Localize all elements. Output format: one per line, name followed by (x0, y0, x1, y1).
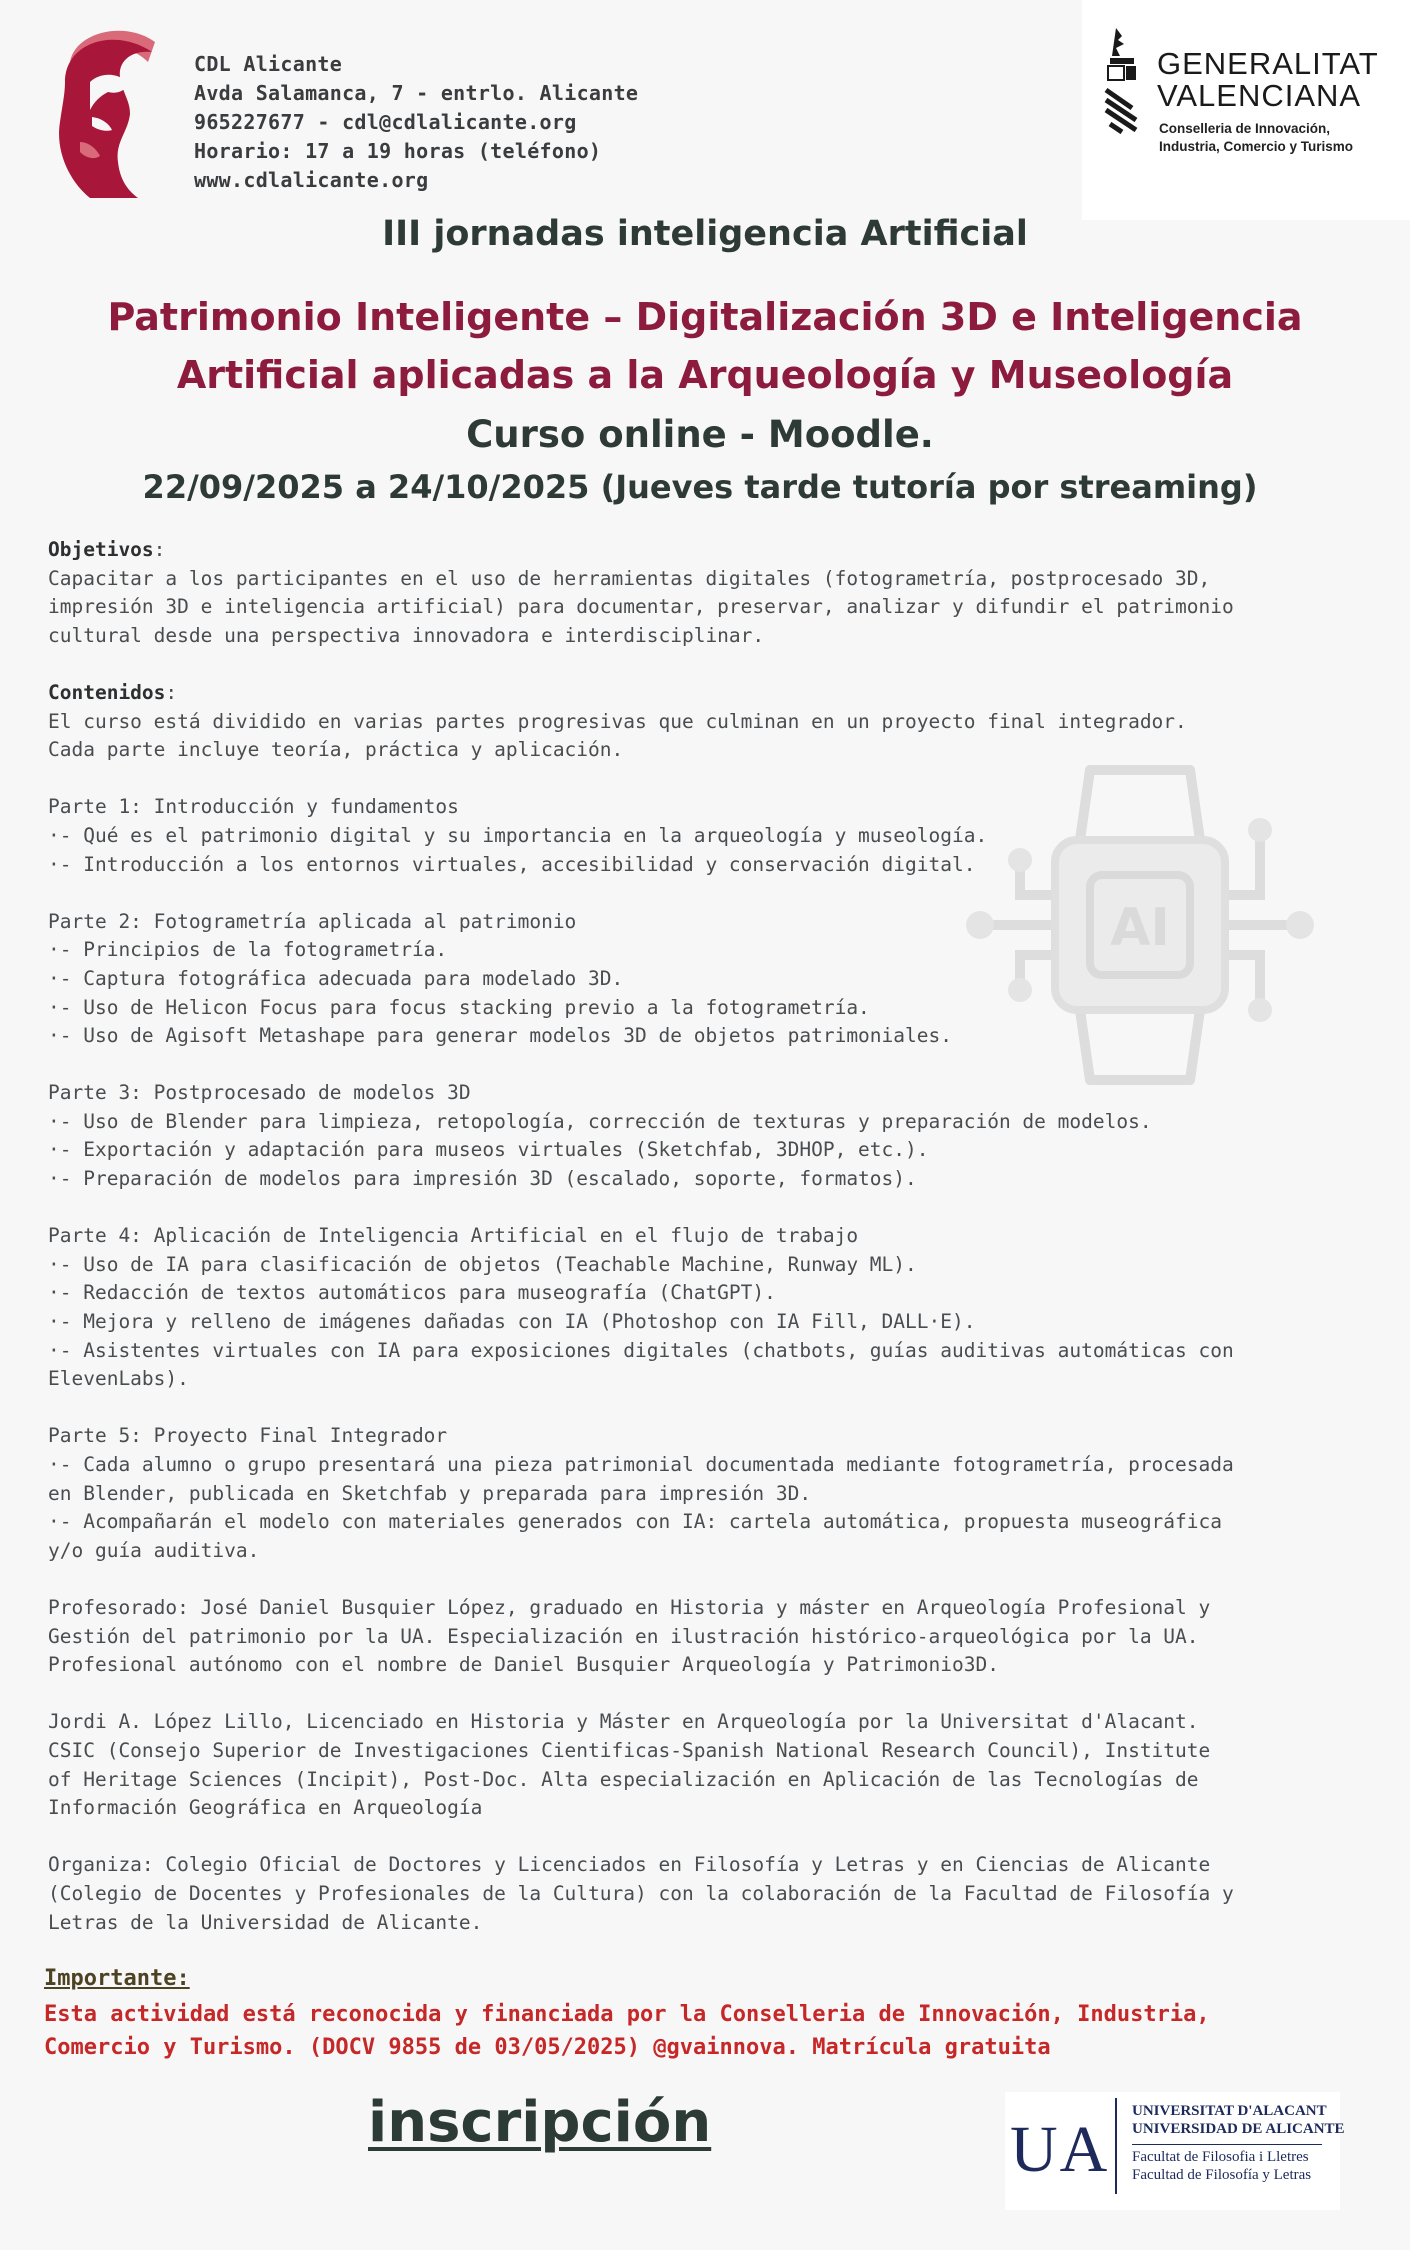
ua-name-line: UNIVERSITAT D'ALACANT (1132, 2103, 1327, 2119)
profesor-2-line: Información Geográfica en Arqueología (48, 1796, 483, 1820)
parte-line: en Blender, publicada en Sketchfab y preparada para impresión 3D. (48, 1481, 812, 1505)
parte-4-section (48, 1222, 1368, 1394)
ua-logo-divider (1115, 2098, 1117, 2194)
importante-line: Comercio y Turismo. (DOCV 9855 de 03/05/2025) @gvainnova. Matrícula gratuita (44, 2035, 1051, 2060)
parte-line: ElevenLabs). (48, 1367, 189, 1391)
org-name: CDL Alicante (194, 52, 343, 76)
svg-text:AI: AI (1110, 898, 1170, 958)
course-body (48, 536, 1368, 1966)
parte-line: ·- Exportación y adaptación para museos virtuales (Sketchfab, 3DHOP, etc.). (48, 1138, 929, 1162)
ua-faculty-name (1132, 2148, 1311, 2184)
ua-university-name (1132, 2102, 1345, 2138)
organiza-line: Letras de la Universidad de Alicante. (48, 1910, 483, 1934)
profesor-2-line: CSIC (Consejo Superior de Investigaciones Cientificas-Spanish National Research Council), Institute (48, 1738, 1211, 1762)
parte-line: ·- Qué es el patrimonio digital y su importancia en la arqueología y museología. (48, 823, 988, 847)
gv-title-line-1: GENERALITAT (1157, 46, 1379, 81)
org-website[interactable]: www.cdlalicante.org (194, 168, 429, 192)
generalitat-title (1157, 48, 1379, 112)
org-hours: Horario: 17 a 19 horas (teléfono) (194, 139, 602, 163)
ua-fac-line: Facultat de Filosofia i Lletres (1132, 2149, 1309, 2165)
org-contact-info (194, 50, 638, 195)
gv-sub-line-1: Conselleria de Innovación, (1159, 121, 1331, 136)
objetivos-line: Capacitar a los participantes en el uso de herramientas digitales (fotogrametría, postprocesado 3D, (48, 566, 1211, 590)
contenidos-line: El curso está dividido en varias partes progresivas que culminan en un proyecto final integrador. (48, 709, 1187, 733)
parte-2-section (48, 908, 1368, 1051)
parte-5-section (48, 1422, 1368, 1565)
objetivos-line: cultural desde una perspectiva innovadora e interdisciplinar. (48, 623, 765, 647)
profesorado-line: Gestión del patrimonio por la UA. Especialización en ilustración histórico-arqueológica por la UA. (48, 1624, 1199, 1648)
parte-line: ·- Cada alumno o grupo presentará una pieza patrimonial documentada mediante fotogrametría, procesada (48, 1453, 1234, 1476)
profesor-2-line: of Heritage Sciences (Incipit), Post-Doc. Alta especialización en Aplicación de las Tecnologías de (48, 1767, 1199, 1791)
profesorado-line: Profesional autónomo con el nombre de Daniel Busquier Arqueología y Patrimonio3D. (48, 1653, 999, 1677)
generalitat-subtitle (1159, 120, 1353, 156)
parte-line: ·- Introducción a los entornos virtuales, accesibilidad y conservación digital. (48, 852, 976, 876)
course-title-line-1: Patrimonio Inteligente – Digitalización 3D e Inteligencia (107, 295, 1303, 339)
gv-title-line-2: VALENCIANA (1157, 78, 1362, 113)
parte-line: ·- Mejora y relleno de imágenes dañadas con IA (Photoshop con IA Fill, DALL·E). (48, 1310, 976, 1334)
parte-line: ·- Principios de la fotogrametría. (48, 938, 448, 962)
contenidos-label: Contenidos (48, 680, 166, 704)
parte-line: ·- Uso de Blender para limpieza, retopología, corrección de texturas y preparación de modelos. (48, 1109, 1152, 1133)
parte-line: ·- Captura fotográfica adecuada para modelado 3D. (48, 966, 624, 990)
ua-faculty-rule (1132, 2144, 1322, 2145)
ua-logo-letters: UA (1010, 2113, 1110, 2186)
cdl-helmet-logo-icon (30, 22, 170, 202)
parte-line: Parte 2: Fotogrametría aplicada al patrimonio (48, 909, 577, 933)
parte-line: ·- Acompañarán el modelo con materiales generados con IA: cartela automática, propuesta museográfica (48, 1510, 1222, 1534)
contenidos-line: Cada parte incluye teoría, práctica y aplicación. (48, 738, 624, 762)
parte-line: ·- Uso de Agisoft Metashape para generar modelos 3D de objetos patrimoniales. (48, 1024, 952, 1048)
generalitat-emblem-icon (1102, 26, 1152, 138)
parte-line: y/o guía auditiva. (48, 1538, 260, 1562)
org-phone-email: 965227677 - cdl@cdlalicante.org (194, 110, 577, 134)
course-format-heading: Curso online - Moodle. (466, 413, 934, 456)
parte-line: ·- Redacción de textos automáticos para museografía (ChatGPT). (48, 1281, 776, 1305)
objetivos-label: Objetivos (48, 538, 154, 561)
organiza-line: (Colegio de Docentes y Profesionales de la Cultura) con la colaboración de la Facultad de Filosofía y (48, 1881, 1234, 1905)
parte-line: Parte 5: Proyecto Final Integrador (48, 1424, 448, 1448)
course-title (60, 288, 1350, 404)
ua-fac-line: Facultad de Filosofía y Letras (1132, 2167, 1312, 2183)
importante-line: Esta actividad está reconocida y financiada por la Conselleria de Innovación, Industria, (44, 2002, 1210, 2027)
org-address: Avda Salamanca, 7 - entrlo. Alicante (194, 81, 639, 105)
inscripcion-link[interactable]: inscripción (368, 2090, 712, 2155)
importante-text (44, 1998, 1374, 2064)
parte-line: Parte 4: Aplicación de Inteligencia Artificial en el flujo de trabajo (48, 1224, 859, 1248)
parte-3-section (48, 1079, 1368, 1193)
profesor-2-line: Jordi A. López Lillo, Licenciado en Historia y Máster en Arqueología por la Universitat d'Alacant. (48, 1710, 1199, 1734)
organiza-line: Organiza: Colegio Oficial de Doctores y Licenciados en Filosofía y Letras y en Ciencias de Alicante (48, 1853, 1211, 1877)
parte-1-section (48, 793, 1368, 879)
profesorado-section (48, 1594, 1368, 1680)
objetivos-section: Objetivos: Capacitar a los participantes en el uso de herramientas digitales (fotogrametría, postprocesado 3D, impresión 3D e inteligencia artificial) para documentar, preservar, analizar y difundir el patrimonio cultural desde una perspectiva innovadora e interdisciplinar. (48, 536, 1368, 650)
course-dates-heading: 22/09/2025 a 24/10/2025 (Jueves tarde tutoría por streaming) (142, 468, 1258, 506)
parte-line: ·- Asistentes virtuales con IA para exposiciones digitales (chatbots, guías auditivas automáticas con (48, 1338, 1234, 1362)
profesor-2-section (48, 1708, 1368, 1822)
contenidos-section: Contenidos: El curso está dividido en varias partes progresivas que culminan en un proyecto final integrador. Cada parte incluye teoría, práctica y aplicación. (48, 679, 1368, 765)
parte-line: Parte 3: Postprocesado de modelos 3D (48, 1081, 471, 1105)
course-title-line-2: Artificial aplicadas a la Arqueología y Museología (176, 353, 1234, 397)
objetivos-line: impresión 3D e inteligencia artificial) para documentar, preservar, analizar y difundir el patrimonio (48, 595, 1234, 619)
profesorado-line: Profesorado: José Daniel Busquier López, graduado en Historia y máster en Arqueología Profesional y (48, 1595, 1211, 1619)
parte-line: ·- Uso de IA para clasificación de objetos (Teachable Machine, Runway ML). (48, 1252, 917, 1276)
parte-line: ·- Uso de Helicon Focus para focus stacking previo a la fotogrametría. (48, 995, 870, 1019)
ua-name-line: UNIVERSIDAD DE ALICANTE (1132, 2121, 1345, 2137)
importante-label: Importante: (44, 1966, 190, 1991)
gv-sub-line-2: Industria, Comercio y Turismo (1159, 139, 1354, 154)
parte-line: Parte 1: Introducción y fundamentos (48, 795, 459, 819)
organiza-section (48, 1851, 1368, 1937)
parte-line: ·- Preparación de modelos para impresión 3D (escalado, soporte, formatos). (48, 1167, 917, 1191)
jornadas-heading: III jornadas inteligencia Artificial (382, 214, 1028, 254)
